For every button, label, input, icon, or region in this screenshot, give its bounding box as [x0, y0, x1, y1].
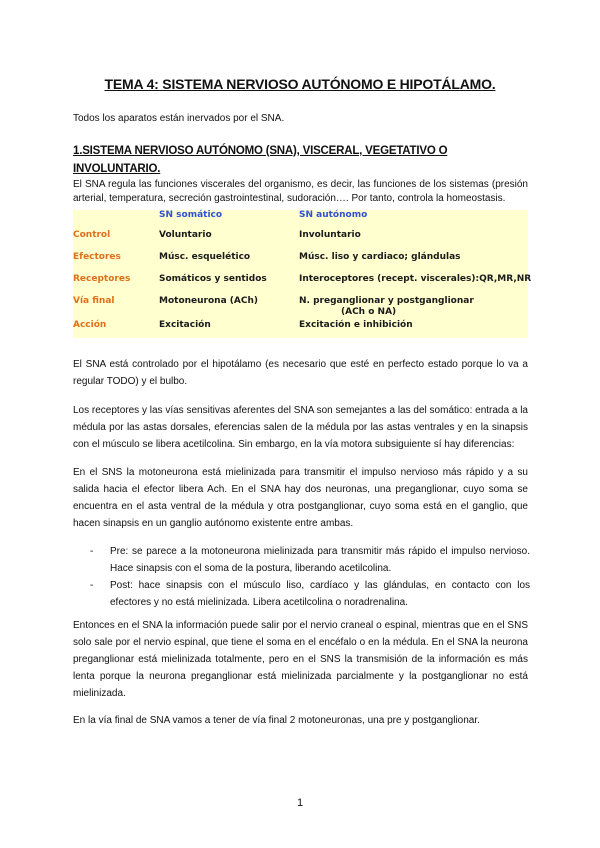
list-item-text: Pre: se parece a la motoneurona mielinizada para transmitir más rápido el impulso nervioso. Hace sinapsis con el soma de la postura, liberando acetilcolina.	[110, 546, 530, 574]
table-header-somatico: SN somático	[159, 210, 223, 220]
table-header-row	[73, 210, 528, 230]
cell-somatico: Voluntario	[159, 230, 212, 240]
list-item-text: Post: hace sinapsis con el músculo liso, cardíaco y las glándulas, en contacto con los efectores y no está mielinizada. Libera acetilcolina o noradrenalina.	[110, 580, 530, 608]
table-row	[73, 252, 528, 272]
cell-autonomo: Involuntario	[299, 230, 361, 240]
table-row	[73, 230, 528, 250]
section-paragraph: El SNA regula las funciones viscerales del organismo, es decir, las funciones de los sistemas (presión arterial, temperatura, secreción gastrointestinal, sudoración…. Por tanto, controla la homeostasis.	[73, 179, 528, 204]
page-title: TEMA 4: SISTEMA NERVIOSO AUTÓNOMO E HIPOTÁLAMO.	[104, 76, 496, 92]
table-row	[73, 296, 528, 316]
body-paragraph: Entonces en el SNA la información puede salir por el nervio craneal o espinal, mientras que en el SNS solo sale por el nervio espinal, que tiene el soma en el encéfalo o en la médula. En el SNA la neurona preganglionar está mielinizada totalmente, pero en el SNS la transmisión de la información es más lenta porque la neurona preganglionar está mielinizada parcialmente y la postganglionar no está mielinizada.	[73, 620, 528, 699]
row-label: Vía final	[73, 296, 115, 306]
section-heading: 1.SISTEMA NERVIOSO AUTÓNOMO (SNA), VISCERAL, VEGETATIVO O INVOLUNTARIO.	[73, 145, 448, 175]
page-number: 1	[296, 797, 304, 809]
bullet-marker: -	[90, 546, 94, 557]
cell-autonomo: Excitación e inhibición	[299, 320, 413, 330]
cell-somatico: Excitación	[159, 320, 211, 330]
bullet-marker: -	[90, 580, 94, 591]
body-paragraph: Los receptores y las vías sensitivas aferentes del SNA son semejantes a las del somático: entrada a la médula por las astas dorsales, eferencias salen de la médula por las astas ventrales y en la sinapsis con el músculo se libera acetilcolina. Sin embargo, en la vía motora subsiguiente sí hay diferencias:	[73, 405, 528, 450]
body-paragraph: En la vía final de SNA vamos a tener de vía final 2 motoneuronas, una pre y postganglionar.	[73, 715, 480, 726]
comparison-table	[73, 210, 532, 338]
cell-autonomo-sub: (ACh o NA)	[341, 307, 397, 317]
row-label: Control	[73, 230, 111, 240]
list-item	[90, 577, 530, 611]
cell-somatico: Músc. esquelético	[159, 252, 251, 262]
cell-autonomo: Interoceptores (recept. viscerales):QR,MR,NR	[299, 274, 532, 284]
row-label: Efectores	[73, 252, 121, 262]
cell-autonomo: Músc. liso y cardiaco; glándulas	[299, 252, 461, 262]
intro-paragraph: Todos los aparatos están inervados por el SNA.	[73, 113, 285, 124]
row-label: Receptores	[73, 274, 131, 284]
list-item	[90, 543, 530, 577]
cell-autonomo: N. preganglionar y postganglionar	[299, 296, 474, 306]
bullet-list	[90, 543, 530, 611]
cell-somatico: Motoneurona (ACh)	[159, 296, 258, 306]
row-label: Acción	[73, 320, 107, 330]
table-header-autonomo: SN autónomo	[299, 210, 368, 220]
table-row	[73, 320, 528, 340]
body-paragraph: En el SNS la motoneurona está mielinizada para transmitir el impulso nervioso más rápido y a su salida hacia el efector libera Ach. En el SNA hay dos neuronas, una preganglionar, cuyo soma se encuentra en el asta ventral de la médula y otra postganglionar, cuyo soma está en el ganglio, que hacen sinapsis en un ganglio autónomo existente entre ambas.	[73, 467, 528, 529]
table-row	[73, 274, 532, 294]
cell-somatico: Somáticos y sentidos	[159, 274, 267, 284]
body-paragraph: El SNA está controlado por el hipotálamo (es necesario que esté en perfecto estado porque lo va a regular TODO) y el bulbo.	[73, 359, 528, 387]
